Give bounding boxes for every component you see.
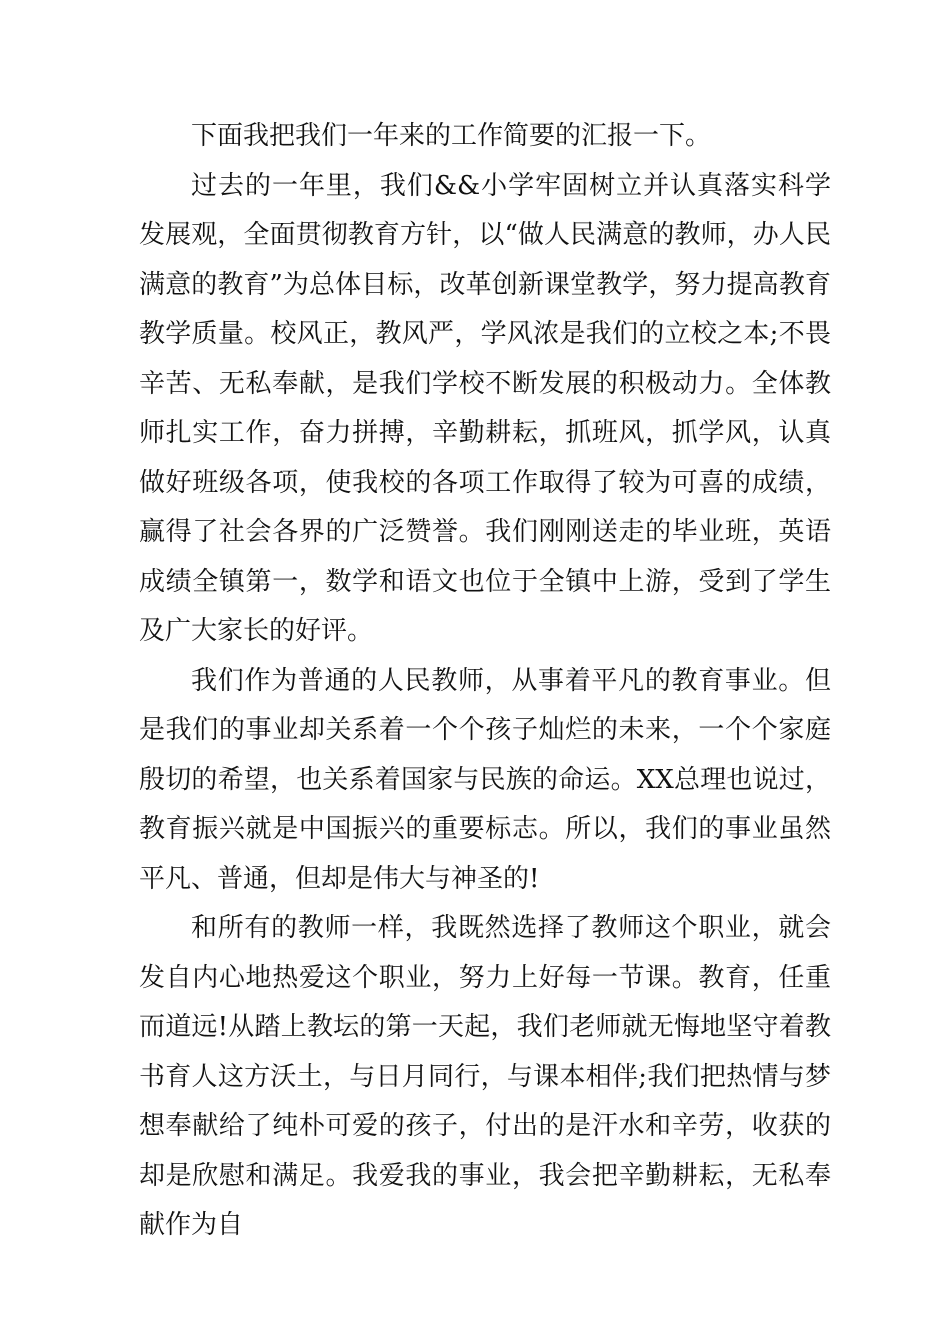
paragraph-teacher-mission: 我们作为普通的人民教师，从事着平凡的教育事业。但是我们的事业却关系着一个个孩子灿烂的未来，一个个家庭殷切的希望，也关系着国家与民族的命运。XX总理也说过，教育振兴就是中国振兴的重要标志。所以，我们的事业虽然平凡、普通，但却是伟大与神圣的! bbox=[139, 665, 831, 894]
paragraph-personal-commitment: 和所有的教师一样，我既然选择了教师这个职业，就会发自内心地热爱这个职业，努力上好每一节课。教育，任重而道远!从踏上教坛的第一天起，我们老师就无悔地坚守着教书育人这方沃土，与日月同行，与课本相伴;我们把热情与梦想奉献给了纯朴可爱的孩子，付出的是汗水和辛劳，收获的却是欣慰和满足。我爱我的事业，我会把辛勤耕耘，无私奉献作为自 bbox=[139, 913, 831, 1240]
document-body bbox=[139, 112, 831, 1251]
paragraph-intro: 下面我把我们一年来的工作简要的汇报一下。 bbox=[191, 121, 712, 151]
paragraph-school-achievements: 过去的一年里，我们&&小学牢固树立并认真落实科学发展观，全面贯彻教育方针，以“做人民满意的教师，办人民满意的教育”为总体目标，改革创新课堂教学，努力提高教育教学质量。校风正，教风严，学风浓是我们的立校之本;不畏辛苦、无私奉献，是我们学校不断发展的积极动力。全体教师扎实工作，奋力拼搏，辛勤耕耘，抓班风，抓学风，认真做好班级各项，使我校的各项工作取得了较为可喜的成绩，赢得了社会各界的广泛赞誉。我们刚刚送走的毕业班，英语成绩全镇第一，数学和语文也位于全镇中上游，受到了学生及广大家长的好评。 bbox=[139, 170, 831, 646]
